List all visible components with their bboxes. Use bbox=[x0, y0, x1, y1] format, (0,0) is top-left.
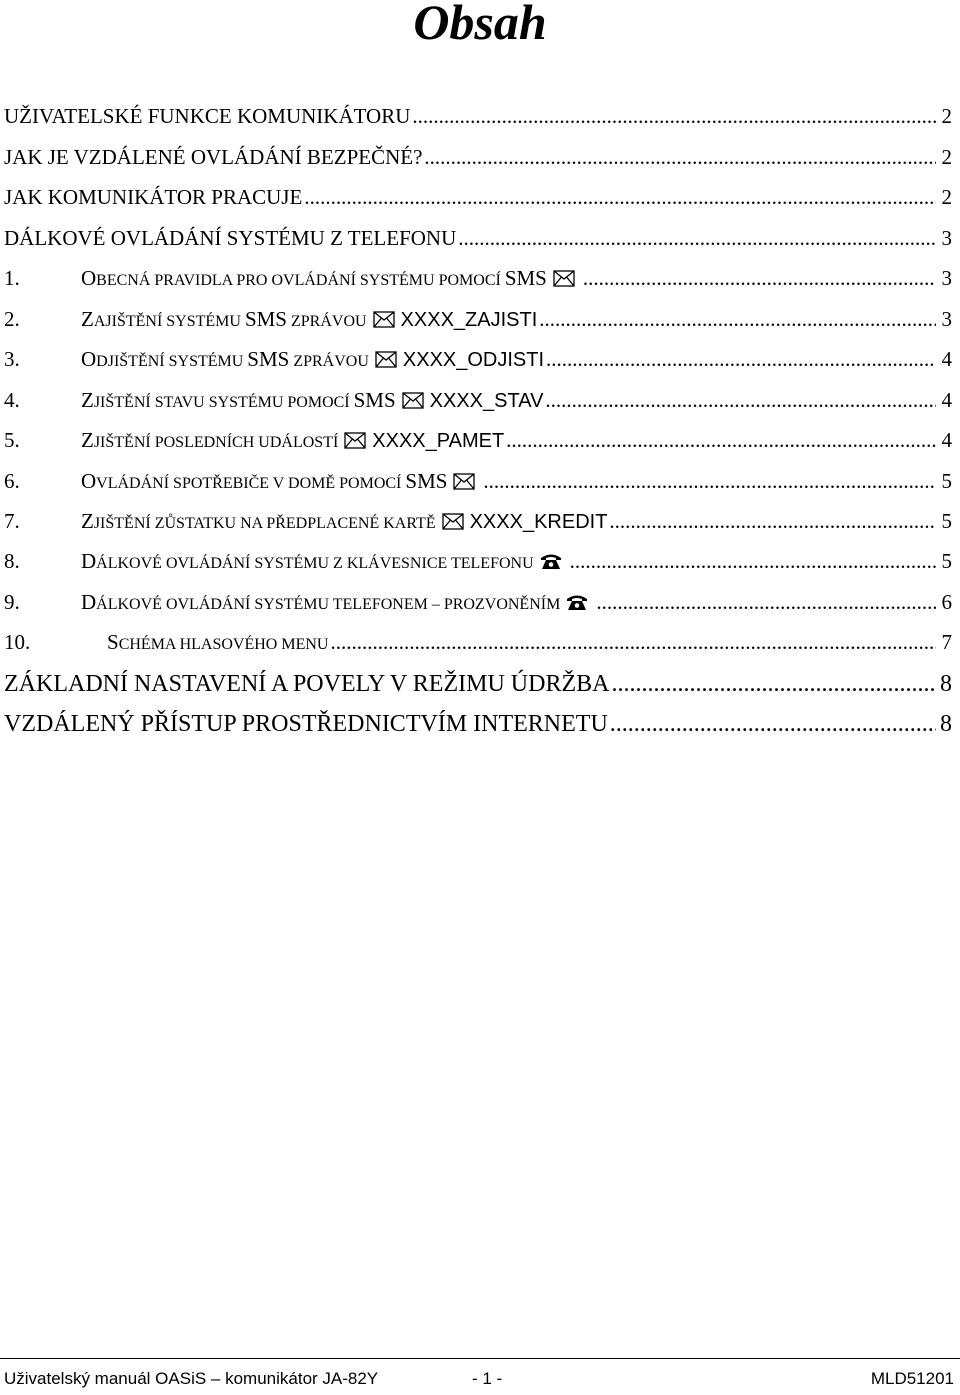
toc-entry-text: ZÁKLADNÍ NASTAVENÍ A POVELY V REŽIMU ÚDRŽBA bbox=[4, 671, 610, 697]
toc-entry-page-number: 2 bbox=[941, 145, 952, 169]
envelope-icon bbox=[373, 309, 395, 334]
toc-entry[interactable] bbox=[4, 307, 952, 339]
toc-entry-title bbox=[81, 388, 543, 413]
toc-entry[interactable] bbox=[4, 104, 952, 136]
toc-entry-text: JAK KOMUNIKÁTOR PRACUJE bbox=[4, 185, 303, 209]
toc-entry-page-number: 5 bbox=[941, 469, 952, 493]
dot-leader bbox=[330, 630, 936, 655]
page-title: Obsah bbox=[413, 0, 547, 50]
toc-entry-title bbox=[81, 428, 504, 453]
toc-entry-text: O bbox=[81, 347, 97, 371]
toc-entry[interactable] bbox=[4, 671, 952, 703]
dot-leader bbox=[539, 307, 936, 332]
dot-leader bbox=[596, 590, 936, 615]
toc-entry[interactable] bbox=[4, 469, 952, 501]
dot-leader bbox=[570, 549, 936, 574]
toc-entry-number: 9. bbox=[4, 590, 20, 614]
envelope-icon bbox=[553, 268, 575, 293]
toc-entry-number: 10. bbox=[4, 630, 31, 654]
toc-entry[interactable] bbox=[4, 226, 952, 258]
toc-entry-number: 1. bbox=[4, 266, 20, 290]
toc-entry-number: 8. bbox=[4, 549, 20, 573]
toc-entry-text: Z bbox=[81, 307, 94, 331]
toc-entry[interactable] bbox=[4, 549, 952, 581]
toc-entry-text: DJIŠTĚNÍ SYSTÉMU bbox=[96, 353, 248, 370]
toc-entry-title bbox=[81, 469, 481, 494]
toc-entry-text: O bbox=[81, 266, 97, 290]
footer-document-code: MLD51201 bbox=[870, 1369, 954, 1388]
toc-entry-page-number: 4 bbox=[941, 347, 952, 371]
toc-entry[interactable] bbox=[4, 509, 952, 541]
dot-leader bbox=[611, 671, 936, 698]
page-footer bbox=[0, 1369, 960, 1393]
toc-entry-text: XXXX_STAV bbox=[429, 390, 544, 412]
toc-entry-text: Z bbox=[81, 509, 94, 533]
toc-entry-text: SMS bbox=[244, 307, 287, 331]
toc-entry-page-number: 4 bbox=[941, 428, 952, 452]
toc-entry-text: SMS bbox=[504, 266, 547, 290]
toc-entry-page-number: 6 bbox=[941, 590, 952, 614]
toc-entry-text: XXXX_PAMET bbox=[372, 430, 505, 452]
footer-divider bbox=[0, 1358, 960, 1359]
toc-entry[interactable] bbox=[4, 630, 952, 662]
toc-entry-number: 4. bbox=[4, 388, 20, 412]
toc-entry-number: 5. bbox=[4, 428, 20, 452]
envelope-icon bbox=[402, 390, 424, 415]
toc-entry-page-number: 8 bbox=[940, 671, 952, 697]
toc-entry-page-number: 5 bbox=[941, 549, 952, 573]
toc-entry-text: Z bbox=[81, 388, 94, 412]
dot-leader bbox=[545, 388, 936, 413]
toc-entry-page-number: 3 bbox=[941, 226, 952, 250]
toc-entry-text: VZDÁLENÝ PŘÍSTUP PROSTŘEDNICTVÍM INTERNETU bbox=[4, 711, 608, 737]
toc-entry-text: Z bbox=[81, 428, 94, 452]
toc-entry-number: 3. bbox=[4, 347, 20, 371]
toc-entry[interactable] bbox=[4, 428, 952, 460]
toc-entry-title bbox=[4, 226, 456, 251]
toc-entry-text: JAK JE VZDÁLENÉ OVLÁDÁNÍ BEZPEČNÉ? bbox=[4, 145, 423, 169]
dot-leader bbox=[458, 226, 936, 251]
toc-entry-text: XXXX_ZAJISTI bbox=[400, 309, 538, 331]
dot-leader bbox=[424, 145, 936, 170]
toc-entry-page-number: 3 bbox=[941, 266, 952, 290]
toc-entry-title bbox=[107, 630, 328, 655]
toc-entry-title bbox=[81, 509, 607, 534]
toc-entry-text: XXXX_ODJISTI bbox=[402, 349, 545, 371]
toc-entry-text: ÁLKOVÉ OVLÁDÁNÍ SYSTÉMU Z KLÁVESNICE TELEFONU bbox=[96, 555, 534, 572]
envelope-icon bbox=[375, 349, 397, 374]
dot-leader bbox=[583, 266, 936, 291]
toc-entry-text: UŽIVATELSKÉ FUNKCE KOMUNIKÁTORU bbox=[4, 104, 411, 128]
toc-entry-text: VLÁDÁNÍ SPOTŘEBIČE V DOMĚ POMOCÍ bbox=[96, 475, 406, 492]
toc-entry-text: ZPRÁVOU bbox=[289, 353, 369, 370]
toc-entry[interactable] bbox=[4, 711, 952, 743]
dot-leader bbox=[506, 428, 936, 453]
toc-entry[interactable] bbox=[4, 388, 952, 420]
phone-icon bbox=[566, 592, 588, 617]
envelope-icon bbox=[453, 471, 475, 496]
toc-entry-page-number: 2 bbox=[941, 185, 952, 209]
toc-entry-page-number: 2 bbox=[941, 104, 952, 128]
dot-leader bbox=[412, 104, 936, 129]
toc-entry-page-number: 4 bbox=[941, 388, 952, 412]
toc-entry-text: D bbox=[81, 590, 97, 614]
dot-leader bbox=[610, 711, 936, 738]
toc-entry-title bbox=[81, 347, 544, 372]
envelope-icon bbox=[344, 430, 366, 455]
toc-entry-text: JIŠTĚNÍ ZŮSTATKU NA PŘEDPLACENÉ KARTĚ bbox=[93, 515, 436, 532]
toc-entry[interactable] bbox=[4, 266, 952, 298]
toc-entry-title bbox=[4, 185, 302, 210]
toc-entry-number: 6. bbox=[4, 469, 20, 493]
toc-entry-title bbox=[4, 104, 410, 129]
footer-page-number: - 1 - bbox=[472, 1369, 503, 1388]
toc-entry[interactable] bbox=[4, 185, 952, 217]
toc-entry-text: CHÉMA HLASOVÉHO MENU bbox=[118, 636, 329, 653]
toc-entry-text: XXXX_KREDIT bbox=[469, 511, 608, 533]
toc-entry-text: SMS bbox=[405, 469, 448, 493]
toc-entry[interactable] bbox=[4, 347, 952, 379]
toc-entry-page-number: 5 bbox=[941, 509, 952, 533]
toc-entry-title bbox=[81, 549, 568, 574]
toc-entry-text: SMS bbox=[353, 388, 396, 412]
toc-entry-text: BECNÁ PRAVIDLA PRO OVLÁDÁNÍ SYSTÉMU POMOCÍ bbox=[96, 272, 505, 289]
toc-entry[interactable] bbox=[4, 145, 952, 177]
toc-entry-title bbox=[81, 590, 594, 615]
toc-entry-number: 7. bbox=[4, 509, 20, 533]
toc-entry-text: SMS bbox=[247, 347, 290, 371]
toc-entry-text: JIŠTĚNÍ STAVU SYSTÉMU POMOCÍ bbox=[93, 394, 354, 411]
toc-entry-text: AJIŠTĚNÍ SYSTÉMU bbox=[93, 313, 245, 330]
dot-leader bbox=[483, 469, 936, 494]
toc-entry-title bbox=[4, 711, 608, 738]
toc-entry-number: 2. bbox=[4, 307, 20, 331]
toc-entry-text: JIŠTĚNÍ POSLEDNÍCH UDÁLOSTÍ bbox=[93, 434, 339, 451]
toc-entry-title bbox=[81, 307, 537, 332]
dot-leader bbox=[546, 347, 936, 372]
toc-entry-page-number: 3 bbox=[941, 307, 952, 331]
toc-entry[interactable] bbox=[4, 590, 952, 622]
toc-entry-text: D bbox=[81, 549, 97, 573]
toc-entry-title bbox=[81, 266, 581, 291]
toc-entry-title bbox=[4, 671, 609, 698]
dot-leader bbox=[304, 185, 936, 210]
toc-entry-page-number: 7 bbox=[941, 630, 952, 654]
footer-document-name: Uživatelský manuál OASiS – komunikátor JA-82Y bbox=[4, 1369, 379, 1388]
toc-entry-text: S bbox=[107, 630, 119, 654]
envelope-icon bbox=[442, 511, 464, 536]
toc-entry-page-number: 8 bbox=[940, 711, 952, 737]
toc-entry-text: ZPRÁVOU bbox=[286, 313, 367, 330]
dot-leader bbox=[609, 509, 936, 534]
toc-entry-title bbox=[4, 145, 422, 170]
toc-entry-text: DÁLKOVÉ OVLÁDÁNÍ SYSTÉMU Z TELEFONU bbox=[4, 226, 457, 250]
phone-icon bbox=[540, 551, 562, 576]
toc-entry-text: ÁLKOVÉ OVLÁDÁNÍ SYSTÉMU TELEFONEM – PROZVONĚNÍM bbox=[96, 596, 561, 613]
toc-entry-text: O bbox=[81, 469, 97, 493]
